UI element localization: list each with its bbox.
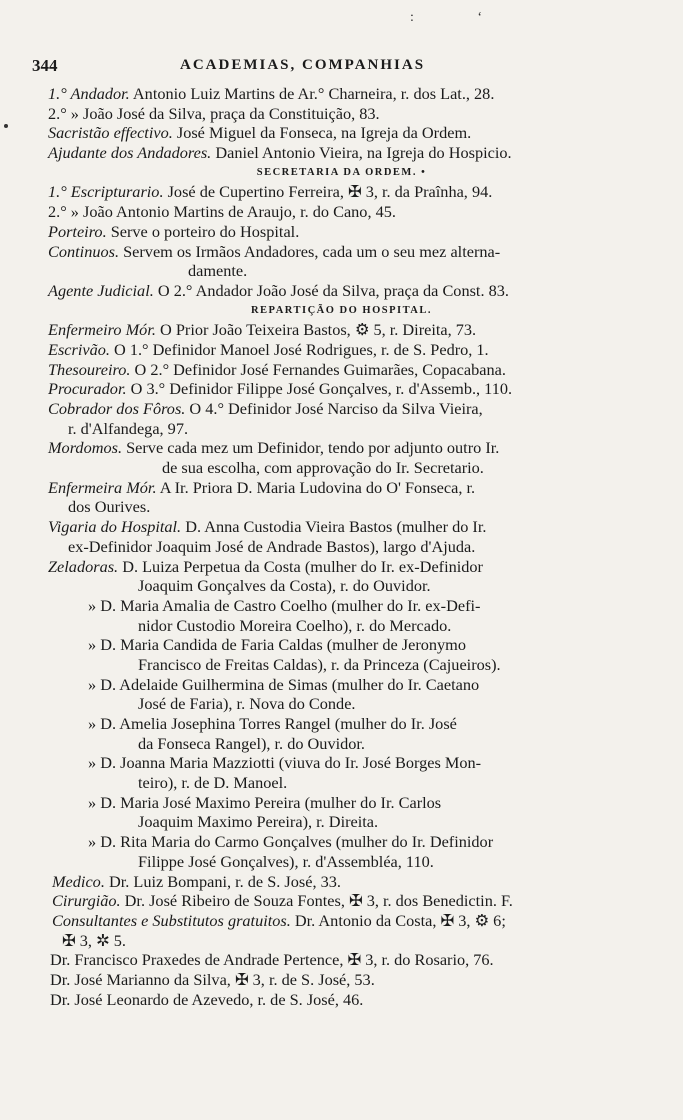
text-line — [0, 793, 683, 813]
entry-role: Continuos. — [48, 241, 120, 261]
entry-text: Dr. José Leonardo de Azevedo, r. de S. José, 46. — [50, 989, 364, 1009]
entry-text: D. Anna Custodia Vieira Bastos (mulher do Ir. — [181, 517, 487, 537]
entry-text: O 4.° Definidor José Narciso da Silva Vieira, — [185, 399, 483, 418]
entry-text: » D. Maria Amalia de Castro Coelho (mulher do Ir. ex-Defi- — [88, 595, 481, 615]
running-title: ACADEMIAS, COMPANHIAS — [180, 57, 426, 73]
text-line — [0, 261, 683, 281]
text-line — [0, 458, 683, 478]
text-line — [0, 812, 683, 832]
text-line — [0, 950, 683, 970]
text-line — [0, 990, 683, 1010]
entry-text: 2.° » João Antonio Martins de Araujo, r. do Cano, 45. — [48, 202, 396, 222]
entry-text: Daniel Antonio Vieira, na Igreja do Hospicio. — [211, 143, 512, 163]
entry-role: Procurador. — [48, 379, 127, 399]
text-line — [0, 281, 683, 301]
entry-text: nidor Custodio Moreira Coelho), r. do Mercado. — [138, 615, 452, 635]
entry-role: Enfermeira Mór. — [48, 477, 157, 497]
text-line — [0, 891, 683, 911]
text-line — [0, 143, 683, 163]
entry-text: Antonio Luiz Martins de Ar.° Charneira, r. dos Lat., 28. — [129, 84, 495, 103]
entry-role: Medico. — [52, 871, 105, 891]
entry-text: » D. Maria José Maximo Pereira (mulher do Ir. Carlos — [88, 792, 442, 812]
text-line — [0, 694, 683, 714]
text-line — [0, 242, 683, 262]
entry-text: José Miguel da Fonseca, na Igreja da Ordem. — [172, 123, 472, 143]
text-line — [0, 202, 683, 222]
entry-text: O 2.° Definidor José Fernandes Guimarães, Copacabana. — [130, 359, 506, 379]
text-line — [0, 360, 683, 380]
entry-role: Sacristão effectivo. — [48, 123, 173, 143]
text-body — [0, 84, 683, 1009]
entry-text: O 3.° Definidor Filippe José Gonçalves, r. d'Assemb., 110. — [126, 379, 513, 399]
text-line — [0, 182, 683, 202]
text-line — [0, 675, 683, 695]
text-line — [0, 399, 683, 419]
text-line — [0, 104, 683, 124]
entry-text: » D. Joanna Maria Mazziotti (viuva do Ir. José Borges Mon- — [88, 753, 482, 773]
text-line — [0, 438, 683, 458]
entry-role: Cirurgião. — [52, 891, 121, 911]
entry-text: O Prior João Teixeira Bastos, ⚙ 5, r. Direita, 73. — [155, 320, 477, 340]
text-line — [0, 596, 683, 616]
entry-role: Enfermeiro Mór. — [48, 320, 156, 340]
text-line — [0, 911, 683, 931]
entry-text: Dr. José Marianno da Silva, ✠ 3, r. de S. José, 53. — [50, 969, 375, 989]
entry-role: Thesoureiro. — [48, 359, 131, 379]
entry-text: A Ir. Priora D. Maria Ludovina do O' Fonseca, r. — [156, 477, 476, 497]
entry-text: Servem os Irmãos Andadores, cada um o seu mez alterna- — [119, 241, 501, 261]
entry-text: ex-Definidor Joaquim José de Andrade Bastos), largo d'Ajuda. — [68, 536, 476, 556]
entry-role: Agente Judicial. — [48, 280, 154, 300]
entry-role: Zeladoras. — [48, 556, 119, 576]
text-line — [0, 852, 683, 872]
text-line — [0, 872, 683, 892]
entry-text: da Fonseca Rangel), r. do Ouvidor. — [138, 733, 365, 753]
text-line — [0, 379, 683, 399]
entry-text: Serve cada mez um Definidor, tendo por adjunto outro Ir. — [122, 438, 500, 458]
entry-text: O 1.° Definidor Manoel José Rodrigues, r. de S. Pedro, 1. — [109, 339, 489, 359]
entry-text: Francisco de Freitas Caldas), r. da Princeza (Cajueiros). — [138, 654, 501, 674]
text-line — [0, 714, 683, 734]
text-line — [0, 616, 683, 636]
section-heading: SECRETARIA DA ORDEM. • — [256, 166, 427, 178]
entry-text: ✠ 3, ✲ 5. — [62, 930, 126, 950]
text-line — [0, 320, 683, 340]
text-line — [0, 340, 683, 360]
entry-text: » D. Adelaide Guilhermina de Simas (mulher do Ir. Caetano — [88, 674, 480, 694]
text-line — [0, 478, 683, 498]
entry-role: 1.° Andador. — [48, 84, 130, 103]
entry-text: José de Faria), r. Nova do Conde. — [138, 694, 356, 714]
entry-text: Filippe José Gonçalves), r. d'Assembléa, 110. — [138, 851, 434, 871]
text-line — [0, 537, 683, 557]
entry-role: Vigaria do Hospital. — [48, 517, 182, 537]
text-line — [0, 635, 683, 655]
text-line — [0, 576, 683, 596]
entry-text: O 2.° Andador João José da Silva, praça da Const. 83. — [153, 280, 509, 300]
entry-text: dos Ourives. — [68, 497, 151, 517]
entry-text: » D. Amelia Josephina Torres Rangel (mulher do Ir. José — [88, 714, 457, 733]
entry-text: r. d'Alfandega, 97. — [68, 418, 189, 438]
text-line — [0, 497, 683, 517]
text-line — [0, 970, 683, 990]
text-line — [0, 557, 683, 577]
entry-text: Joaquim Maximo Pereira), r. Direita. — [138, 812, 379, 832]
page-number: 344 — [32, 56, 58, 75]
entry-role: Cobrador dos Fôros. — [48, 399, 186, 418]
entry-text: Dr. Francisco Praxedes de Andrade Pertence, ✠ 3, r. do Rosario, 76. — [50, 950, 494, 970]
text-line — [0, 222, 683, 242]
entry-text: Dr. José Ribeiro de Souza Fontes, ✠ 3, r. dos Benedictin. F. — [120, 891, 513, 911]
entry-role: Escrivão. — [48, 339, 110, 359]
entry-text: José de Cupertino Ferreira, ✠ 3, r. da Praînha, 94. — [163, 182, 493, 202]
entry-role: Porteiro. — [48, 221, 107, 241]
entry-text: » D. Rita Maria do Carmo Gonçalves (mulher do Ir. Definidor — [88, 832, 494, 852]
entry-role: Ajudante dos Andadores. — [48, 143, 212, 163]
text-line — [0, 123, 683, 143]
text-line — [0, 419, 683, 439]
text-line — [0, 753, 683, 773]
entry-text: 2.° » João José da Silva, praça da Constituição, 83. — [48, 103, 380, 123]
entry-text: » D. Maria Candida de Faria Caldas (mulher de Jeronymo — [88, 635, 466, 655]
page-header — [32, 56, 652, 80]
entry-text: de sua escolha, com approvação do Ir. Secretario. — [162, 458, 484, 478]
text-line — [0, 931, 683, 951]
text-line — [0, 734, 683, 754]
entry-text: Serve o porteiro do Hospital. — [106, 221, 300, 241]
entry-text: damente. — [188, 261, 248, 281]
entry-text: Dr. Antonio da Costa, ✠ 3, ⚙ 6; — [290, 910, 506, 930]
text-line — [0, 773, 683, 793]
entry-text: D. Luiza Perpetua da Costa (mulher do Ir. ex-Definidor — [118, 556, 483, 576]
entry-text: teiro), r. de D. Manoel. — [138, 773, 288, 793]
entry-text: Joaquim Gonçalves da Costa), r. do Ouvidor. — [138, 576, 431, 596]
section-heading: REPARTIÇÃO DO HOSPITAL. — [250, 304, 433, 316]
text-line — [0, 517, 683, 537]
top-marks: : ‘ — [410, 10, 513, 25]
text-line — [0, 655, 683, 675]
entry-role: 1.° Escripturario. — [48, 182, 164, 202]
entry-role: Consultantes e Substitutos gratuitos. — [52, 910, 291, 930]
entry-text: Dr. Luiz Bompani, r. de S. José, 33. — [104, 871, 341, 891]
entry-role: Mordomos. — [48, 438, 123, 458]
text-line — [0, 84, 683, 104]
text-line — [0, 832, 683, 852]
